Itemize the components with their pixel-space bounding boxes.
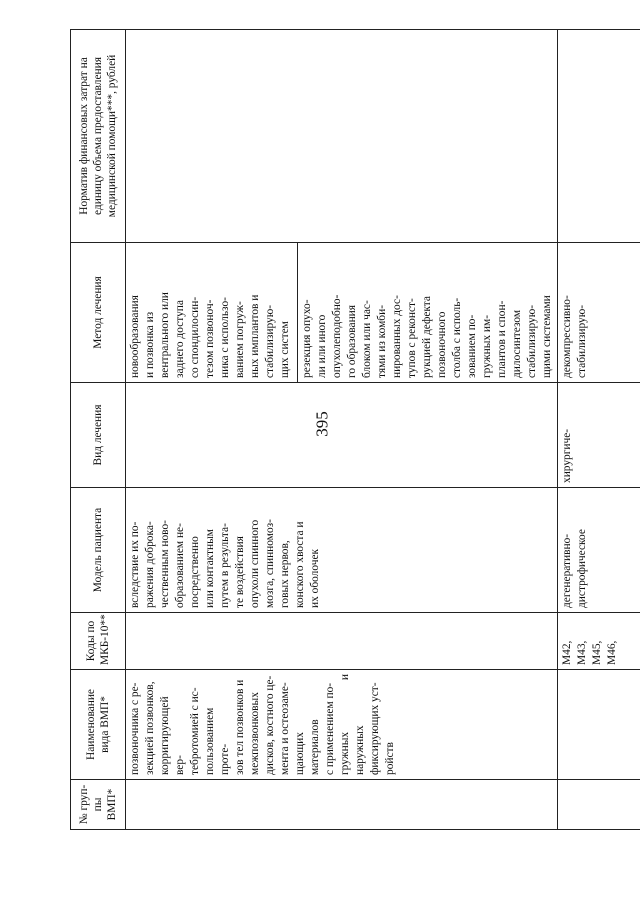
cell-group [126,780,558,830]
cell-treatment-type: хирургиче- [558,383,640,488]
method-b-text: резекция опухо- ли или иного опухолеподобно- го образования блоком или час- тями из комби- нированных дос- тупов с реконст- рукцией дефекта позвоночного столба с исполь- зованием по- гружных им- плантов и спон- дилосинтезом стабилизирую- щими системами [301,294,553,378]
page-number: 395 [312,411,332,437]
method-a-text: новообразования и позвонка из вентрального или заднего доступа со спондилосин- тезом позвоноч- ника с использо- ванием погруж- ных имплантов и стабилизирую- щих систем [126,243,298,382]
cell-treatment-method: декомпрессивно- стабилизирую- [558,243,640,383]
table-header-row [71,30,126,830]
table-row [558,30,640,830]
header-cost-norm: Норматив финансовых затрат на единицу объема предоставления медицинской помощи***, рублей [71,30,126,243]
cell-cost-norm [126,30,558,243]
header-treatment-type: Вид лечения [71,383,126,488]
cell-patient-model: дегенеративно- дистрофическое [558,488,640,613]
header-patient-model: Модель пациента [71,488,126,613]
cell-patient-model: вследствие их по- ражения доброка- чественным ново- образованием не- посредственно или контактным путем в результа- те воздействия опухоли спинного мозга, спинномоз- говых нервов, конского хвоста и их оболочек [126,488,558,613]
vmp-table [70,29,640,830]
header-icd-codes: Коды по МКБ-10** [71,613,126,670]
cell-treatment-type [126,383,558,488]
header-vmp-name: Наименование вида ВМП* [71,670,126,780]
header-treatment-method: Метод лечения [71,243,126,383]
table-row [126,30,558,830]
cell-codes [126,613,558,670]
header-group-number: № груп- пы ВМП* [71,780,126,830]
cell-codes: M42, M43, M45, M46, [558,613,640,670]
cell-group [558,780,640,830]
rotated-table-sheet [70,30,618,830]
cell-vmp-name: позвоночника с ре- зекцией позвонков, корригирующей вер- тебротомией с ис- пользованием проте- зов тел позвонков и межпозвонковых дисков, костного це- мента и остеозаме- щающих материалов с применением по- гружных и наружных фиксирующих уст- ройств [126,670,558,780]
cell-treatment-method [126,243,558,383]
cell-cost-norm [558,30,640,243]
cell-vmp-name [558,670,640,780]
